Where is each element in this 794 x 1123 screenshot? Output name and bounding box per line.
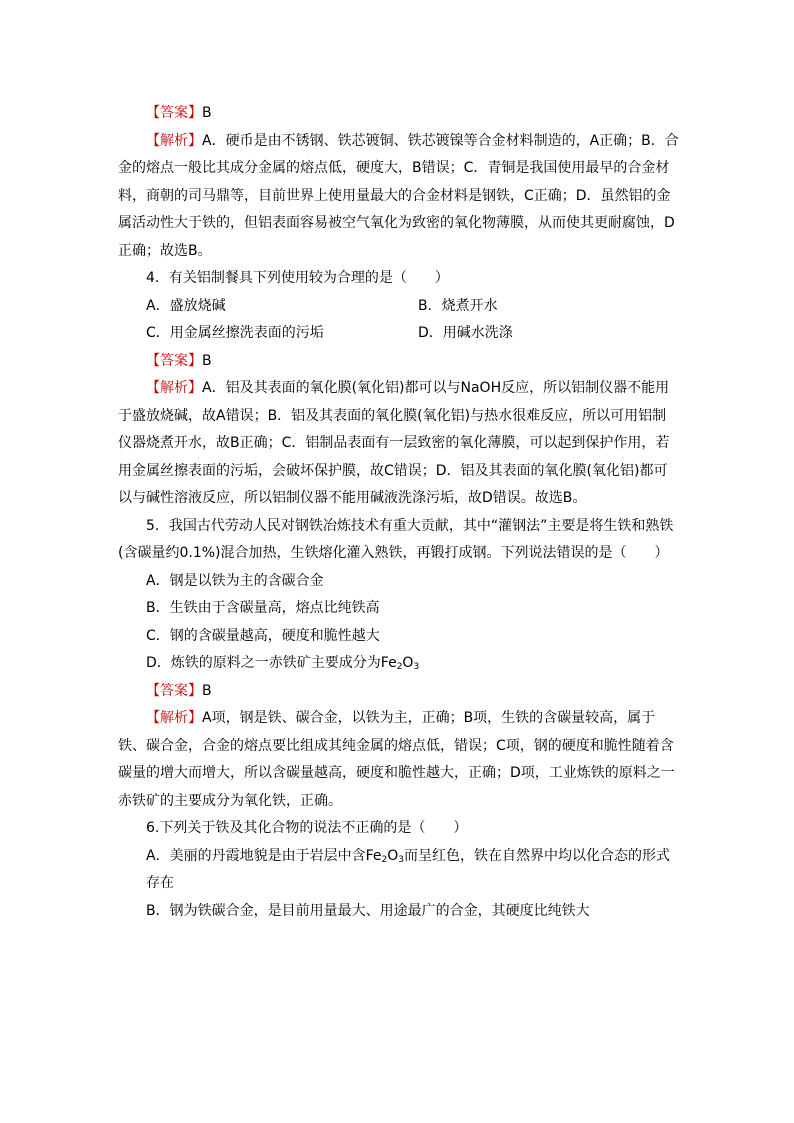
analysis-text: A．硬币是由不锈钢、铁芯镀铜、铁芯镀镍等合金材料制造的，A正确；B．合金的熔点一般比其成分金属的熔点低，硬度大，B错误；C．青铜是我国使用最早的合金材料，商朝的司马鼎等，目前世界上使用量最大的合金材料是钢铁，C正确；D．虽然铝的金属活动性大于铁的，但铝表面容易被空气氧化为致密的氧化物薄膜，从而使其更耐腐蚀，D正确；故选B。: [118, 132, 679, 259]
chemical-formula: $Fe_2O_3$: [365, 847, 404, 865]
question-4-stem: 4．有关铝制餐具下列使用较为合理的是（ ）: [146, 270, 449, 286]
option-a: A．盛放烧碱: [146, 297, 226, 314]
option-b: B．钢为铁碳合金，是目前用量最大、用途最广的合金，其硬度比纯铁大: [146, 902, 590, 919]
question-4-options-row-2: [118, 320, 680, 348]
analysis-text: A项，钢是铁、碳合金，以铁为主，正确；B项，生铁的含碳量较高，属于铁、碳合金，合金的熔点要比组成其纯金属的熔点低，错误；C项，钢的硬度和脆性随着含碳量的增大而增大，所以含碳量越高，硬度和脆性越大，正确；D项，工业炼铁的原料之一赤铁矿的主要成分为氧化铁，正确。: [118, 710, 675, 809]
option-c: C．钢的含碳量越高，硬度和脆性越大: [146, 627, 380, 644]
answer-label: 【答案】: [146, 105, 202, 121]
answer-value: B: [202, 682, 212, 699]
option-d: D．用碱水洗涤: [418, 325, 513, 341]
analysis-label: 【解析】: [146, 132, 202, 149]
option-c: C．用金属丝擦洗表面的污垢: [146, 325, 324, 341]
answer-label: 【答案】: [146, 682, 202, 699]
option-a: A．钢是以铁为主的含碳合金: [146, 572, 324, 589]
question-4-options-row-1: [118, 293, 680, 321]
question-6-stem: 6.下列关于铁及其化合物的说法不正确的是（ ）: [146, 820, 468, 836]
option-b: B．烧煮开水: [418, 297, 498, 314]
answer-line-q3: [118, 100, 680, 128]
answer-line-q5: [118, 678, 680, 706]
option-d: D．炼铁的原料之一赤铁矿主要成分为$Fe_2O_3$: [146, 655, 420, 672]
document-content: [118, 100, 680, 925]
option-a: A．美丽的丹霞地貌是由于岩层中含$Fe_2O_3$而呈红色，铁在自然界中均以化合态的形式存在: [146, 847, 670, 891]
answer-value: B: [202, 105, 212, 121]
answer-value: B: [202, 352, 212, 369]
analysis-label: 【解析】: [146, 380, 202, 396]
option-b: B．生铁由于含碳量高，熔点比纯铁高: [146, 600, 380, 616]
analysis-paragraph-q3: [118, 128, 680, 266]
analysis-text: A．铝及其表面的氧化膜(氧化铝)都可以与NaOH反应，所以铝制仪器不能用于盛放烧碱，故A错误；B．铝及其表面的氧化膜(氧化铝)与热水很难反应，所以可用铝制仪器烧煮开水，故B正确；C．铝制品表面有一层致密的氧化薄膜，可以起到保护作用，若用金属丝擦表面的污垢，会破坏保护膜，故C错误；D．铝及其表面的氧化膜(氧化铝)都可以与碱性溶液反应，所以铝制仪器不能用碱液洗涤污垢，故D错误。故选B。: [118, 380, 670, 506]
analysis-label: 【解析】: [146, 710, 202, 726]
analysis-paragraph-q5: [118, 705, 680, 815]
question-5-stem: 5．我国古代劳动人民对钢铁冶炼技术有重大贡献，其中“灌钢法”主要是将生铁和熟铁(含碳量约0.1%)混合加热，生铁熔化灌入熟铁，再锻打成钢。下列说法错误的是（ ）: [118, 517, 674, 561]
answer-label: 【答案】: [146, 352, 202, 369]
analysis-paragraph-q4: [118, 375, 680, 513]
answer-line-q4: [118, 348, 680, 376]
chemical-formula: $Fe_2O_3$: [380, 655, 420, 672]
